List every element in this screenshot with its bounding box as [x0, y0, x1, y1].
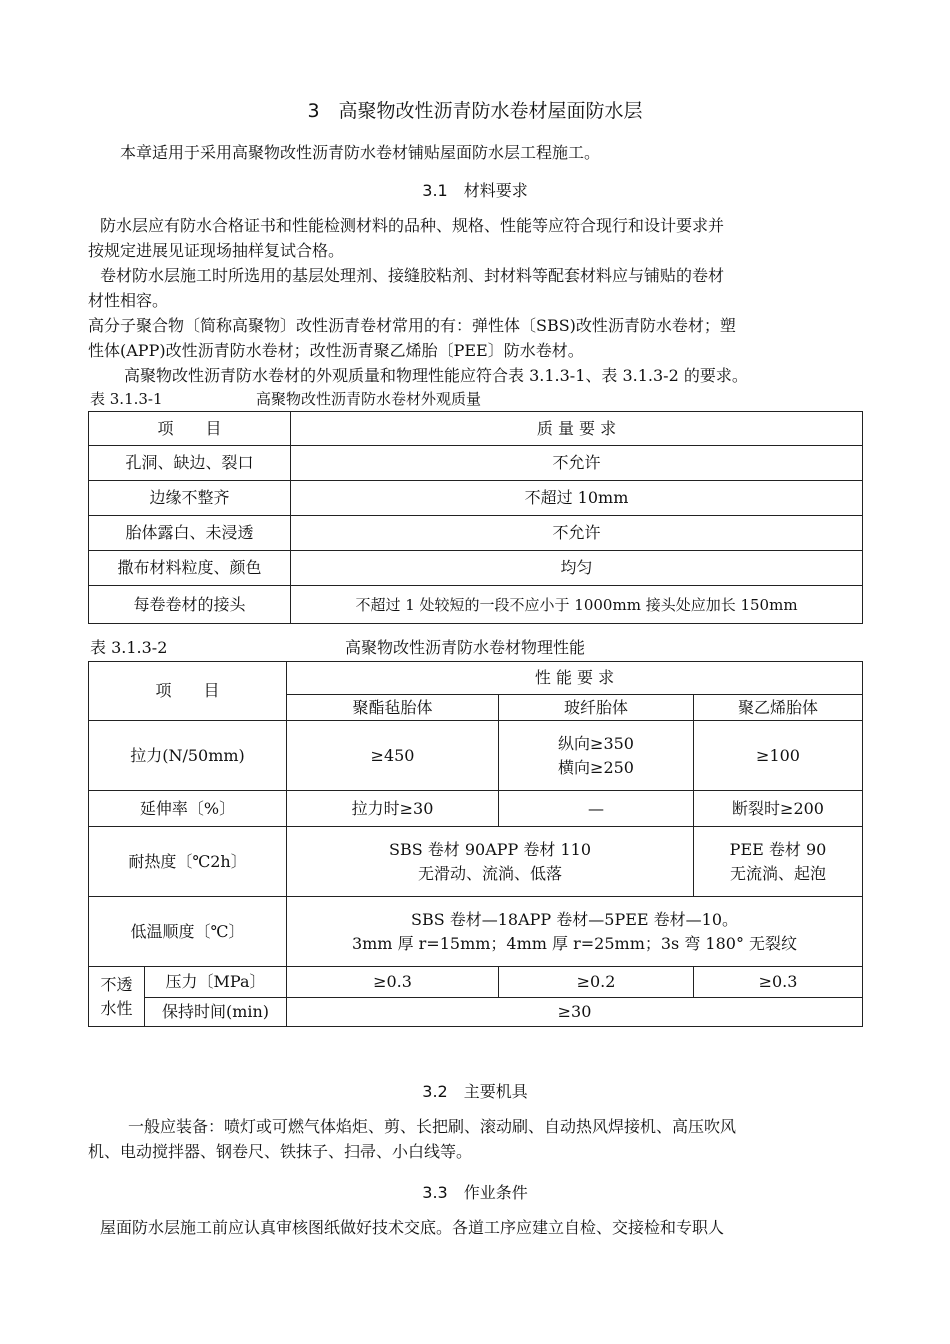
paragraph-line: 机、电动搅拌器、钢卷尺、铁抹子、扫帚、小白线等。: [88, 1142, 473, 1161]
paragraph-compatibility: [88, 263, 862, 313]
cell-line: 不透: [100, 974, 133, 994]
table-row: [89, 721, 863, 791]
table-cell: 低温顺度〔℃〕: [89, 897, 287, 967]
table-row: [89, 586, 863, 624]
table-cell: ≥450: [287, 721, 499, 791]
table-cell: ≥30: [287, 998, 863, 1027]
section-3-1-heading: 3.1 材料要求: [422, 181, 528, 200]
table-row: [89, 516, 863, 551]
table2-title: 高聚物改性沥青防水卷材物理性能: [345, 638, 586, 657]
table-row: [89, 998, 863, 1027]
table-cell: 不允许: [291, 446, 863, 481]
table-cell: 孔洞、缺边、裂口: [89, 446, 291, 481]
paragraph-line: 一般应装备：喷灯或可燃气体焰炬、剪、长把刷、滚动刷、自动热风焊接机、高压吹风: [128, 1117, 737, 1136]
paragraph-equipment: [88, 1114, 862, 1164]
paragraph-work-conditions: 屋面防水层施工前应认真审核图纸做好技术交底。各道工序应建立自检、交接检和专职人: [100, 1218, 725, 1237]
paragraph-line: 材性相容。: [88, 291, 169, 310]
cell-line: 横向≥250: [558, 757, 634, 777]
table-row: [89, 967, 863, 998]
table-cell: 耐热度〔℃2h〕: [89, 827, 287, 897]
paragraph-requirements: 高聚物改性沥青防水卷材的外观质量和物理性能应符合表 3.1.3-1、表 3.1.3-2 的要求。: [124, 366, 748, 385]
table-cell: 保持时间(min): [145, 998, 287, 1027]
table-row: [89, 897, 863, 967]
table-header-cell: 性 能 要 求: [287, 662, 863, 695]
table-cell: 不允许: [291, 516, 863, 551]
table-cell: 每卷卷材的接头: [89, 586, 291, 624]
table-cell: [287, 827, 694, 897]
table-cell: 撒布材料粒度、颜色: [89, 551, 291, 586]
section-3-2-heading: 3.2 主要机具: [422, 1082, 528, 1101]
cell-line: 3mm 厚 r=15mm；4mm 厚 r=25mm；3s 弯 180° 无裂纹: [351, 933, 798, 953]
table-cell: 不超过 10mm: [291, 481, 863, 516]
table-row: [89, 446, 863, 481]
table-cell: —: [499, 791, 694, 827]
paragraph-line: 按规定进展见证现场抽样复试合格。: [88, 241, 345, 260]
physical-properties-table: [88, 661, 863, 1027]
cell-line: 水性: [100, 998, 133, 1018]
table-row: [89, 827, 863, 897]
table-row: [89, 551, 863, 586]
intro-paragraph: 本章适用于采用高聚物改性沥青防水卷材铺贴屋面防水层工程施工。: [120, 143, 601, 162]
chapter-heading: 3 高聚物改性沥青防水卷材屋面防水层: [307, 100, 643, 122]
cell-line: 无滑动、流淌、低落: [418, 863, 563, 883]
table-row: [89, 791, 863, 827]
cell-line: 纵向≥350: [558, 733, 634, 753]
table-cell: ≥0.3: [287, 967, 499, 998]
table1-label: 表 3.1.3-1: [90, 390, 163, 408]
paragraph-line: 高分子聚合物〔简称高聚物〕改性沥青卷材常用的有：弹性体〔SBS)改性沥青防水卷材；塑: [88, 316, 736, 335]
table-header-cell: 玻纤胎体: [499, 695, 694, 721]
table2-label: 表 3.1.3-2: [90, 638, 168, 657]
table-cell: 不超过 1 处较短的一段不应小于 1000mm 接头处应加长 150mm: [291, 586, 863, 624]
table-cell: ≥0.3: [694, 967, 863, 998]
table-cell: 边缘不整齐: [89, 481, 291, 516]
cell-line: SBS 卷材—18APP 卷材—5PEE 卷材—10。: [410, 909, 739, 929]
table-header-cell: 项 目: [89, 662, 287, 721]
table-cell: [89, 967, 145, 1027]
paragraph-certificates: [88, 213, 862, 263]
table-cell: 拉力时≥30: [287, 791, 499, 827]
paragraph-line: 性体(APP)改性沥青防水卷材；改性沥青聚乙烯胎〔PEE〕防水卷材。: [88, 341, 584, 360]
table-cell: [287, 897, 863, 967]
table-cell: 延伸率〔%〕: [89, 791, 287, 827]
cell-line: SBS 卷材 90APP 卷材 110: [389, 839, 592, 859]
cell-line: PEE 卷材 90: [729, 839, 827, 859]
table-cell: [694, 827, 863, 897]
table-cell: [499, 721, 694, 791]
paragraph-types: [88, 313, 862, 363]
table-cell: 胎体露白、未浸透: [89, 516, 291, 551]
paragraph-line: 防水层应有防水合格证书和性能检测材料的品种、规格、性能等应符合现行和设计要求并: [100, 216, 725, 235]
appearance-quality-table: [88, 411, 863, 624]
table-cell: 压力〔MPa〕: [145, 967, 287, 998]
table-header-row: [89, 662, 863, 695]
table-cell: ≥0.2: [499, 967, 694, 998]
table-header-cell: 聚酯毡胎体: [287, 695, 499, 721]
table1-title: 高聚物改性沥青防水卷材外观质量: [256, 390, 482, 408]
section-3-3-heading: 3.3 作业条件: [422, 1183, 528, 1202]
table-header-cell: 质 量 要 求: [291, 412, 863, 446]
table-cell: 断裂时≥200: [694, 791, 863, 827]
table-header-cell: 聚乙烯胎体: [694, 695, 863, 721]
table-header-cell: 项 目: [89, 412, 291, 446]
table-cell: 均匀: [291, 551, 863, 586]
table-row: [89, 481, 863, 516]
table-cell: 拉力(N/50mm): [89, 721, 287, 791]
table-cell: ≥100: [694, 721, 863, 791]
table-header-row: [89, 412, 863, 446]
cell-line: 无流淌、起泡: [730, 863, 827, 883]
paragraph-line: 卷材防水层施工时所选用的基层处理剂、接缝胶粘剂、封材料等配套材料应与铺贴的卷材: [100, 266, 725, 285]
